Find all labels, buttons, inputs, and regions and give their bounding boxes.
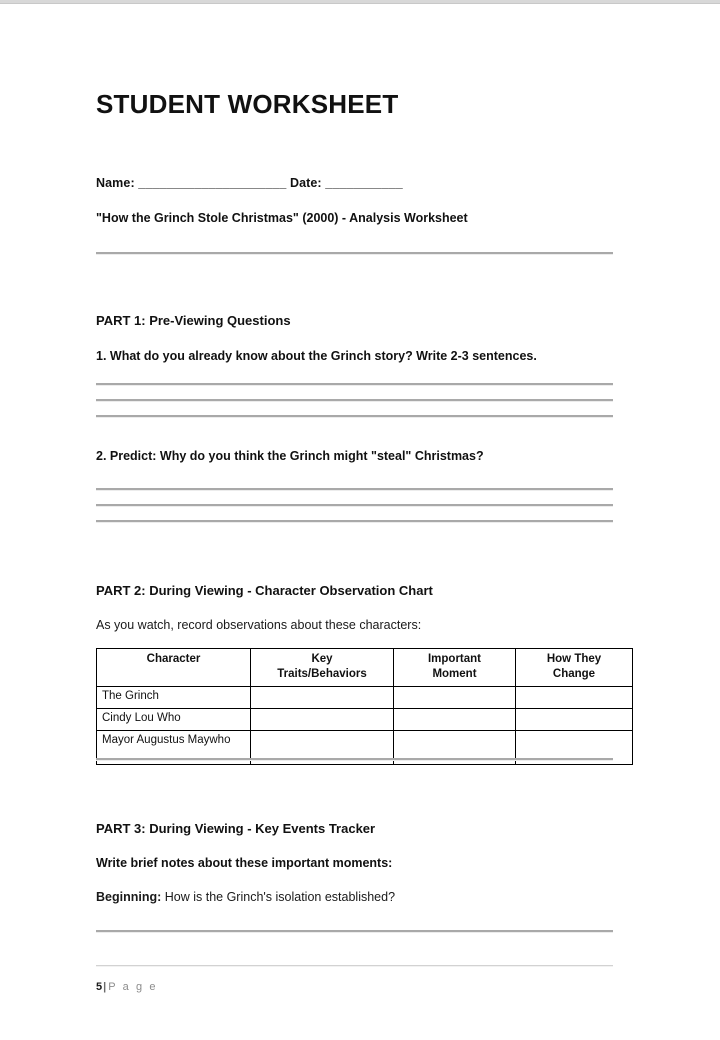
part1-q2-answer-line-3[interactable] — [96, 520, 613, 523]
part3-instruction: Write brief notes about these important moments: — [96, 856, 393, 870]
character-observation-table — [96, 648, 633, 765]
footer-separator: | — [103, 981, 107, 993]
part2-divider-rule — [96, 758, 613, 761]
table-header-key-traits-line1: Key — [311, 653, 333, 665]
part1-heading: PART 1: Pre-Viewing Questions — [96, 313, 291, 328]
worksheet-subtitle: "How the Grinch Stole Christmas" (2000) - Analysis Worksheet — [96, 211, 468, 225]
table-row — [97, 708, 633, 730]
table-cell-moment[interactable] — [394, 687, 516, 709]
part3-beginning-label: Beginning: — [96, 890, 162, 904]
footer-page-indicator — [96, 981, 158, 993]
part1-q2-answer-line-1[interactable] — [96, 488, 613, 491]
table-header-important-moment-line2: Moment — [432, 668, 477, 681]
table-header-how-they-change-line1: How They — [546, 653, 602, 665]
table-header-character — [97, 649, 251, 687]
table-header-key-traits — [251, 649, 394, 687]
name-date-field-line[interactable]: Name: _____________________ Date: ___________ — [96, 176, 403, 190]
table-cell-change[interactable] — [516, 708, 633, 730]
table-header-key-traits-line2: Traits/Behaviors — [277, 668, 367, 681]
page-title: STUDENT WORKSHEET — [96, 89, 399, 119]
table-row — [97, 687, 633, 709]
table-header-important-moment-line1: Important — [427, 653, 482, 665]
part3-heading: PART 3: During Viewing - Key Events Tracker — [96, 821, 376, 836]
part1-question-2: 2. Predict: Why do you think the Grinch might "steal" Christmas? — [96, 449, 484, 463]
table-header-important-moment — [394, 649, 516, 687]
part1-question-1: 1. What do you already know about the Grinch story? Write 2-3 sentences. — [96, 349, 537, 363]
table-cell-change[interactable] — [516, 687, 633, 709]
part1-q1-answer-line-2[interactable] — [96, 399, 613, 402]
part3-answer-line-1[interactable] — [96, 930, 613, 933]
table-cell-character: Cindy Lou Who — [97, 708, 251, 730]
part1-q1-answer-line-3[interactable] — [96, 415, 613, 418]
part1-q2-answer-line-2[interactable] — [96, 504, 613, 507]
part2-instruction: As you watch, record observations about these characters: — [96, 618, 422, 632]
table-cell-character: Mayor Augustus Maywho — [97, 730, 251, 764]
part3-beginning-text: How is the Grinch's isolation established? — [164, 890, 396, 904]
footer-page-label: P a g e — [108, 981, 158, 993]
part1-q1-answer-line-1[interactable] — [96, 383, 613, 386]
footer-page-number: 5 — [96, 981, 103, 993]
part2-heading: PART 2: During Viewing - Character Observation Chart — [96, 583, 433, 598]
table-cell-character: The Grinch — [97, 687, 251, 709]
table-header-row — [97, 649, 633, 687]
table-header-how-they-change — [516, 649, 633, 687]
table-cell-moment[interactable] — [394, 708, 516, 730]
header-divider-rule — [96, 252, 613, 255]
table-header-character-line1: Character — [146, 653, 201, 665]
footer-divider-rule — [96, 965, 613, 967]
table-cell-traits[interactable] — [251, 687, 394, 709]
part3-beginning-prompt — [96, 890, 395, 904]
table-header-how-they-change-line2: Change — [552, 668, 596, 681]
table-cell-traits[interactable] — [251, 708, 394, 730]
